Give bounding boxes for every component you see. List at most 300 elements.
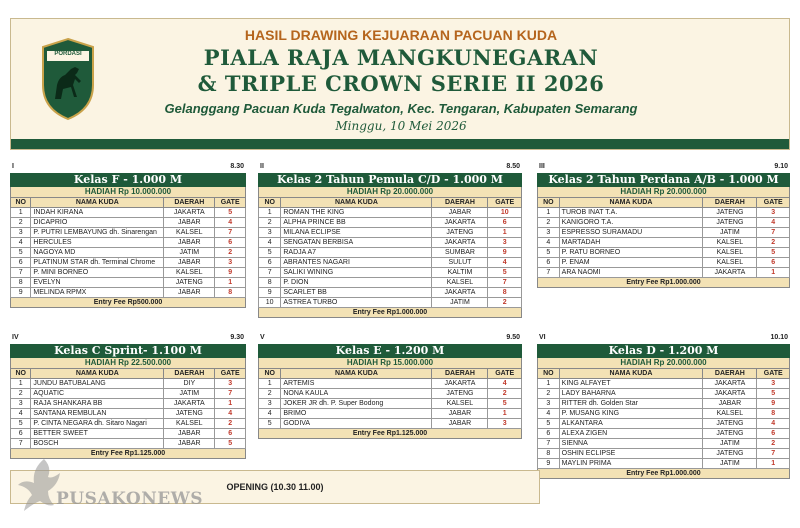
entry-no: 7 (538, 439, 560, 449)
entry-region: KALSEL (703, 409, 757, 419)
entry-no: 2 (259, 389, 281, 399)
logo-text: PORDASI (54, 51, 82, 57)
entry-no: 3 (259, 228, 281, 238)
entry-region: JATIM (432, 298, 488, 308)
entry-gate: 2 (215, 419, 246, 429)
table-row (538, 208, 790, 218)
entry-no: 9 (538, 459, 560, 469)
horse-name: ARA NAOMI (559, 268, 703, 278)
entry-region: JATENG (164, 409, 215, 419)
horse-name: P. CINTA NEGARA dh. Sitaro Nagari (31, 419, 164, 429)
table-row (259, 248, 522, 258)
entry-region: KALSEL (164, 419, 215, 429)
race-time: 9.50 (506, 334, 520, 341)
entry-no: 1 (259, 208, 281, 218)
entry-region: JATENG (703, 208, 757, 218)
entries-table (537, 197, 790, 278)
horse-name: JOKER JR dh. P. Super Bodong (281, 399, 432, 409)
horse-name: NONA KAULA (281, 389, 432, 399)
entry-region: JABAR (432, 208, 488, 218)
entry-no: 3 (11, 399, 31, 409)
entry-region: JAKARTA (432, 238, 488, 248)
race-prize: HADIAH Rp 20.000.000 (258, 187, 522, 197)
race-meta (10, 334, 246, 344)
entry-gate: 1 (488, 409, 522, 419)
entry-region: KALSEL (164, 268, 215, 278)
col-no: NO (259, 369, 281, 379)
table-row (259, 258, 522, 268)
table-row (538, 449, 790, 459)
entry-no: 4 (11, 409, 31, 419)
table-row (11, 218, 246, 228)
entry-no: 5 (538, 248, 560, 258)
entry-region: JATENG (703, 419, 757, 429)
entry-fee: Entry Fee Rp1.000.000 (258, 308, 522, 318)
race-time: 8.30 (230, 163, 244, 170)
race-meta (537, 163, 790, 173)
table-row (259, 379, 522, 389)
table-row (11, 248, 246, 258)
race-time: 8.50 (506, 163, 520, 170)
entry-region: JATENG (703, 449, 757, 459)
entry-gate: 3 (757, 208, 790, 218)
col-no: NO (259, 198, 281, 208)
entry-gate: 9 (488, 248, 522, 258)
horse-name: BETTER SWEET (31, 429, 164, 439)
table-row (11, 439, 246, 449)
race-block-2 (258, 163, 522, 318)
horse-name: LADY BAHARNA (559, 389, 703, 399)
horse-name: HERCULES (31, 238, 164, 248)
race-block-1 (10, 163, 246, 308)
entry-no: 1 (538, 208, 560, 218)
race-number: I (12, 163, 14, 170)
table-header-row (259, 198, 522, 208)
entries-table (10, 368, 246, 449)
entries-table (10, 197, 246, 298)
entry-gate: 5 (488, 399, 522, 409)
watermark-text: PUSAKONEWS (56, 489, 204, 509)
horse-name: KING ALFAYET (559, 379, 703, 389)
col-region: DAERAH (164, 369, 215, 379)
entry-gate: 3 (757, 379, 790, 389)
entry-no: 9 (11, 288, 31, 298)
horse-name: SALIKI WINING (281, 268, 432, 278)
horse-name: ABRANTES NAGARI (281, 258, 432, 268)
table-row (259, 238, 522, 248)
entry-region: KALSEL (432, 278, 488, 288)
entry-no: 6 (11, 258, 31, 268)
table-row (259, 208, 522, 218)
table-row (538, 228, 790, 238)
entry-gate: 5 (757, 248, 790, 258)
table-row (11, 419, 246, 429)
entry-no: 4 (259, 238, 281, 248)
race-number: III (539, 163, 545, 170)
entry-no: 2 (538, 218, 560, 228)
entry-gate: 9 (215, 268, 246, 278)
table-row (538, 389, 790, 399)
horse-name: SANTANA REMBULAN (31, 409, 164, 419)
horse-name: ARTEMIS (281, 379, 432, 389)
entry-gate: 7 (488, 278, 522, 288)
col-no: NO (11, 198, 31, 208)
col-gate: GATE (488, 198, 522, 208)
col-name: NAMA KUDA (281, 369, 432, 379)
table-header-row (538, 369, 790, 379)
table-row (538, 218, 790, 228)
table-row (259, 218, 522, 228)
race-block-3 (537, 163, 790, 288)
table-row (538, 459, 790, 469)
col-name: NAMA KUDA (31, 198, 164, 208)
table-row (11, 429, 246, 439)
entry-region: JATENG (164, 278, 215, 288)
col-gate: GATE (488, 369, 522, 379)
table-row (11, 238, 246, 248)
entry-region: JABAR (432, 409, 488, 419)
horse-name: GODIVA (281, 419, 432, 429)
table-row (259, 278, 522, 288)
entry-region: JATIM (164, 248, 215, 258)
horse-name: MILANA ECLIPSE (281, 228, 432, 238)
entry-region: KALSEL (703, 238, 757, 248)
table-row (538, 399, 790, 409)
entry-no: 10 (259, 298, 281, 308)
race-number: VI (539, 334, 546, 341)
table-row (11, 278, 246, 288)
entry-region: KALSEL (164, 228, 215, 238)
entry-region: JAKARTA (432, 288, 488, 298)
horse-name: ALEXA ZIGEN (559, 429, 703, 439)
horse-name: EVELYN (31, 278, 164, 288)
entry-no: 3 (538, 228, 560, 238)
entry-no: 1 (538, 379, 560, 389)
entry-no: 4 (259, 409, 281, 419)
entry-region: JATIM (703, 228, 757, 238)
horse-name: KANIGORO T.A. (559, 218, 703, 228)
entry-region: JATENG (432, 389, 488, 399)
entry-gate: 6 (215, 429, 246, 439)
entry-gate: 3 (488, 419, 522, 429)
col-gate: GATE (757, 198, 790, 208)
table-row (538, 379, 790, 389)
entry-no: 2 (538, 389, 560, 399)
watermark (14, 455, 214, 515)
entry-fee: Entry Fee Rp1.125.000 (258, 429, 522, 439)
entry-no: 6 (538, 429, 560, 439)
race-number: II (260, 163, 264, 170)
entry-region: KALSEL (703, 258, 757, 268)
race-prize: HADIAH Rp 20.000.000 (537, 187, 790, 197)
entry-no: 6 (259, 258, 281, 268)
horse-name: DICAPRIO (31, 218, 164, 228)
entry-no: 3 (538, 399, 560, 409)
entry-no: 5 (11, 248, 31, 258)
horse-name: MELINDA RPMX (31, 288, 164, 298)
table-header-row (538, 198, 790, 208)
entry-gate: 7 (757, 449, 790, 459)
entry-no: 8 (259, 278, 281, 288)
horse-name: ALKANTARA (559, 419, 703, 429)
race-title: Kelas 2 Tahun Perdana A/B - 1.000 M (537, 173, 790, 187)
table-row (259, 409, 522, 419)
entry-region: JABAR (703, 399, 757, 409)
horse-name: SIENNA (559, 439, 703, 449)
table-row (11, 399, 246, 409)
entry-region: SUMBAR (432, 248, 488, 258)
sub-title: & TRIPLE CROWN SERIE II 2026 (197, 71, 605, 96)
col-region: DAERAH (432, 369, 488, 379)
entry-region: JAKARTA (703, 389, 757, 399)
entry-gate: 10 (488, 208, 522, 218)
entry-region: JATIM (703, 459, 757, 469)
table-row (11, 379, 246, 389)
venue: Gelanggang Pacuan Kuda Tegalwaton, Kec. Tengaran, Kabupaten Semarang (164, 101, 638, 116)
entry-gate: 6 (215, 238, 246, 248)
entry-region: DIY (164, 379, 215, 389)
entry-gate: 2 (757, 238, 790, 248)
table-row (538, 268, 790, 278)
entry-region: KALSEL (703, 248, 757, 258)
race-block-4 (10, 334, 246, 459)
table-row (538, 429, 790, 439)
entry-no: 7 (11, 268, 31, 278)
header-stripe (11, 139, 789, 149)
entry-gate: 7 (215, 228, 246, 238)
table-row (259, 268, 522, 278)
entry-gate: 7 (757, 228, 790, 238)
entry-fee: Entry Fee Rp1.125.000 (10, 449, 246, 459)
table-row (259, 419, 522, 429)
entry-no: 2 (11, 389, 31, 399)
entry-gate: 8 (488, 288, 522, 298)
entry-gate: 4 (215, 218, 246, 228)
entry-no: 3 (11, 228, 31, 238)
horse-name: P. DION (281, 278, 432, 288)
entry-region: JABAR (164, 288, 215, 298)
entry-gate: 5 (215, 439, 246, 449)
entry-region: JAKARTA (703, 268, 757, 278)
horse-name: PLATINUM STAR dh. Terminal Chrome (31, 258, 164, 268)
horse-name: P. MUSANG KING (559, 409, 703, 419)
entry-no: 1 (11, 379, 31, 389)
race-title: Kelas F - 1.000 M (10, 173, 246, 187)
table-header-row (259, 369, 522, 379)
race-title: Kelas D - 1.200 M (537, 344, 790, 358)
entry-gate: 5 (757, 389, 790, 399)
table-row (259, 399, 522, 409)
entry-region: JAKARTA (703, 379, 757, 389)
table-row (11, 228, 246, 238)
col-region: DAERAH (164, 198, 215, 208)
horse-name: OSHIN ECLIPSE (559, 449, 703, 459)
table-row (11, 208, 246, 218)
race-number: IV (12, 334, 19, 341)
entry-gate: 6 (757, 258, 790, 268)
col-gate: GATE (215, 369, 246, 379)
entry-region: KALSEL (432, 399, 488, 409)
table-row (11, 268, 246, 278)
entry-gate: 2 (757, 439, 790, 449)
entry-region: JAKARTA (164, 399, 215, 409)
table-row (259, 228, 522, 238)
col-no: NO (11, 369, 31, 379)
horse-name: ROMAN THE KING (281, 208, 432, 218)
col-name: NAMA KUDA (281, 198, 432, 208)
race-prize: HADIAH Rp 10.000.000 (10, 187, 246, 197)
entry-region: JABAR (164, 238, 215, 248)
entry-region: JABAR (164, 439, 215, 449)
entry-gate: 3 (215, 379, 246, 389)
race-meta (537, 334, 790, 344)
horse-name: SENGATAN BERBISA (281, 238, 432, 248)
entry-fee: Entry Fee Rp500.000 (10, 298, 246, 308)
entry-gate: 3 (488, 238, 522, 248)
entry-no: 9 (259, 288, 281, 298)
col-name: NAMA KUDA (559, 198, 703, 208)
entry-no: 5 (11, 419, 31, 429)
race-title: Kelas 2 Tahun Pemula C/D - 1.000 M (258, 173, 522, 187)
entry-gate: 4 (215, 409, 246, 419)
main-title: PIALA RAJA MANGKUNEGARAN (203, 45, 599, 70)
horse-name: P. RATU BORNEO (559, 248, 703, 258)
entry-no: 7 (11, 439, 31, 449)
entry-no: 2 (11, 218, 31, 228)
table-row (11, 389, 246, 399)
entry-no: 6 (11, 429, 31, 439)
table-row (538, 258, 790, 268)
entry-gate: 5 (215, 208, 246, 218)
horse-name: P. PUTRI LEMBAYUNG dh. Sinarengan (31, 228, 164, 238)
entry-gate: 9 (757, 399, 790, 409)
entry-no: 5 (538, 419, 560, 429)
entry-region: JAKARTA (164, 208, 215, 218)
table-header-row (11, 369, 246, 379)
table-row (11, 409, 246, 419)
entry-region: JATENG (703, 218, 757, 228)
entry-gate: 4 (488, 258, 522, 268)
entry-gate: 1 (488, 228, 522, 238)
race-title: Kelas E - 1.200 M (258, 344, 522, 358)
entry-no: 4 (11, 238, 31, 248)
entry-gate: 4 (757, 218, 790, 228)
table-row (11, 258, 246, 268)
table-row (538, 238, 790, 248)
race-time: 10.10 (770, 334, 788, 341)
horse-name: AQUATIC (31, 389, 164, 399)
col-region: DAERAH (703, 369, 757, 379)
entry-gate: 1 (757, 268, 790, 278)
entry-gate: 2 (488, 298, 522, 308)
entry-region: JABAR (164, 258, 215, 268)
entries-table (258, 368, 522, 429)
col-name: NAMA KUDA (31, 369, 164, 379)
entry-no: 5 (259, 419, 281, 429)
entry-region: JABAR (164, 218, 215, 228)
horse-name: P. ENAM (559, 258, 703, 268)
race-block-6 (537, 334, 790, 479)
entry-region: JATENG (432, 228, 488, 238)
entry-no: 1 (11, 208, 31, 218)
header-banner (10, 18, 790, 150)
table-row (259, 298, 522, 308)
horse-name: ASTREA TURBO (281, 298, 432, 308)
col-gate: GATE (757, 369, 790, 379)
entry-no: 3 (259, 399, 281, 409)
race-title: Kelas C Sprint- 1.100 M (10, 344, 246, 358)
horse-name: RAJA SHANKARA BB (31, 399, 164, 409)
entries-table (537, 368, 790, 469)
entry-gate: 7 (215, 389, 246, 399)
entry-region: JABAR (164, 429, 215, 439)
entry-region: JATENG (703, 429, 757, 439)
horse-name: INDAH KIRANA (31, 208, 164, 218)
event-date: Minggu, 10 Mei 2026 (335, 119, 467, 133)
table-header-row (11, 198, 246, 208)
race-time: 9.30 (230, 334, 244, 341)
entry-region: JABAR (432, 419, 488, 429)
horse-name: P. MINI BORNEO (31, 268, 164, 278)
horse-name: MAYLIN PRIMA (559, 459, 703, 469)
entry-region: SULUT (432, 258, 488, 268)
entry-gate: 4 (757, 419, 790, 429)
entry-no: 8 (11, 278, 31, 288)
table-row (11, 288, 246, 298)
col-no: NO (538, 198, 560, 208)
entry-gate: 8 (757, 409, 790, 419)
entry-fee: Entry Fee Rp1.000.000 (537, 469, 790, 479)
col-region: DAERAH (432, 198, 488, 208)
table-row (259, 288, 522, 298)
horse-name: BOSCH (31, 439, 164, 449)
horse-name: MARTADAH (559, 238, 703, 248)
entry-region: JATIM (164, 389, 215, 399)
race-prize: HADIAH Rp 22.500.000 (10, 358, 246, 368)
top-title: HASIL DRAWING KEJUARAAN PACUAN KUDA (244, 27, 558, 43)
entry-region: JAKARTA (432, 218, 488, 228)
entry-gate: 4 (488, 379, 522, 389)
entry-no: 6 (538, 258, 560, 268)
entry-gate: 6 (488, 218, 522, 228)
entry-gate: 2 (488, 389, 522, 399)
entry-region: KALTIM (432, 268, 488, 278)
entry-no: 4 (538, 238, 560, 248)
entries-table (258, 197, 522, 308)
col-gate: GATE (215, 198, 246, 208)
entry-no: 4 (538, 409, 560, 419)
entry-fee: Entry Fee Rp1.000.000 (537, 278, 790, 288)
entry-region: JATIM (703, 439, 757, 449)
race-number: V (260, 334, 265, 341)
entry-gate: 3 (215, 258, 246, 268)
entry-gate: 1 (215, 399, 246, 409)
entry-no: 7 (259, 268, 281, 278)
col-name: NAMA KUDA (559, 369, 703, 379)
horse-name: JUNDU BATUBALANG (31, 379, 164, 389)
table-row (259, 389, 522, 399)
race-prize: HADIAH Rp 20.000.000 (537, 358, 790, 368)
entry-region: JAKARTA (432, 379, 488, 389)
horse-name: ALPHA PRINCE BB (281, 218, 432, 228)
entry-gate: 1 (215, 278, 246, 288)
col-region: DAERAH (703, 198, 757, 208)
race-prize: HADIAH Rp 15.000.000 (258, 358, 522, 368)
race-block-5 (258, 334, 522, 439)
horse-name: RITTER dh. Golden Star (559, 399, 703, 409)
entry-no: 5 (259, 248, 281, 258)
table-row (538, 439, 790, 449)
